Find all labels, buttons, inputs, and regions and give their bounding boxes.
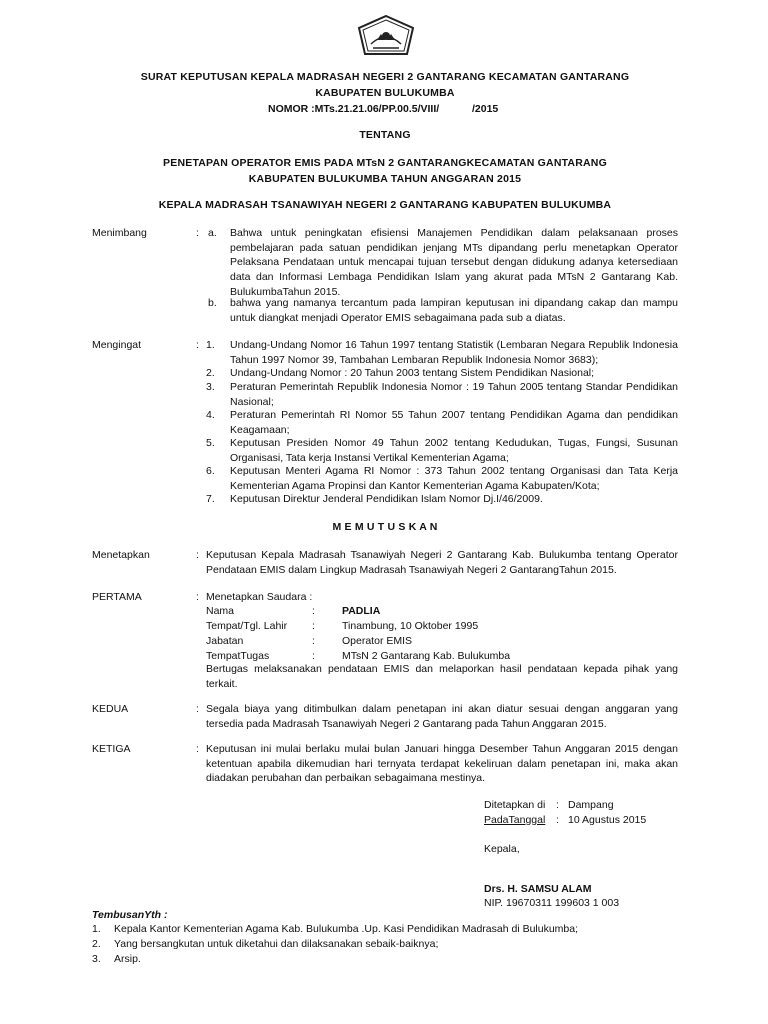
mengingat-colon: : — [196, 339, 199, 351]
ketiga-text: Keputusan ini mulai berlaku mulai bulan Januari hingga Desember Tahun Anggaran 2015 dengan ketentuan apabila dikemudian hari ternyata terdapat kekeliruan dalam penetapan ini, maka akan diadakan perubahan dan perbaikan sebagaimana mestinya. — [206, 743, 678, 785]
field-key: Tempat/Tgl. Lahir — [206, 620, 288, 632]
title-line-2: KABUPATEN BULUKUMBA — [315, 87, 455, 99]
subject-line-1: PENETAPAN OPERATOR EMIS PADA MTsN 2 GANTARANGKECAMATAN GANTARANG — [163, 157, 607, 169]
mengingat-item-text: Peraturan Pemerintah RI Nomor 55 Tahun 2007 tentang Pendidikan Agama dan pendidikan Keagamaan; — [230, 409, 678, 436]
tentang-heading: TENTANG — [359, 129, 411, 141]
menimbang-colon: : — [196, 227, 199, 239]
list-item-text: Arsip. — [114, 953, 141, 965]
menimbang-item-text: Bahwa untuk peningkatan efisiensi Manajemen Pendidikan dalam pelaksanaan proses pembelajaran pada satuan pendidikan jenjang MTs dipandang perlu menetapkan Operator Pelaksana Pendataan untuk mencapai tujuan tersebut dengan didukung adanya ketersediaan data dan Informasi Lembaga Pendidikan Islam yang akurat pada MTsN 2 Gantarang Kab. BulukumbaTahun 2015. — [230, 227, 678, 298]
field-colon: : — [312, 605, 315, 617]
list-item-text: Kepala Kantor Kementerian Agama Kab. Bulukumba .Up. Kasi Pendidikan Madrasah di Bulukumba; — [114, 923, 579, 935]
mengingat-item-text: Keputusan Menteri Agama RI Nomor : 373 Tahun 2002 tentang Organisasi dan Tata Kerja Kementerian Agama Propinsi dan Kantor Kementerian Agama Kabupaten/Kota; — [230, 465, 678, 492]
kepala-heading: KEPALA MADRASAH TSANAWIYAH NEGERI 2 GANTARANG KABUPATEN BULUKUMBA — [158, 199, 612, 211]
field-value: MTsN 2 Gantarang Kab. Bulukumba — [342, 650, 511, 662]
field-value: Operator EMIS — [342, 635, 413, 647]
field-key: TempatTugas — [206, 650, 270, 662]
mengingat-item-num: 4. — [206, 409, 215, 421]
signature-nip: NIP. 19670311 199603 1 003 — [484, 897, 620, 909]
menimbang-item-text: bahwa yang namanya tercantum pada lampiran keputusan ini dipandang cakap dan mampu untuk diangkat menjadi Operator EMIS sebagaimana pada sub a diatas. — [230, 297, 678, 324]
mengingat-item-num: 7. — [206, 493, 215, 505]
mengingat-item-num: 5. — [206, 437, 215, 449]
kemenag-emblem-icon — [357, 14, 415, 62]
pertama-colon: : — [196, 591, 199, 603]
signature-role: Kepala, — [484, 843, 520, 855]
mengingat-item-num: 3. — [206, 381, 215, 393]
ditetapkan-colon: : — [556, 799, 559, 811]
kedua-label: KEDUA — [92, 703, 129, 715]
mengingat-item-text: Keputusan Direktur Jenderal Pendidikan Islam Nomor Dj.I/46/2009. — [230, 493, 543, 505]
field-value: Tinambung, 10 Oktober 1995 — [342, 620, 479, 632]
kedua-colon: : — [196, 703, 199, 715]
menetapkan-text: Keputusan Kepala Madrasah Tsanawiyah Negeri 2 Gantarang Kab. Bulukumba tentang Operator Pendataan EMIS dalam Lingkup Madrasah Tsanawiyah Negeri 2 GantarangTahun 2015. — [206, 549, 678, 576]
menetapkan-label: Menetapkan — [92, 549, 150, 561]
nomor-suffix: /2015 — [472, 103, 499, 115]
list-item-num: 1. — [92, 923, 101, 935]
kedua-text: Segala biaya yang ditimbulkan dalam penetapan ini akan diatur sesuai dengan anggaran yang tersedia pada Madrasah Tsanawiyah Negeri 2 Gantarang pada Tahun Anggaran 2015. — [206, 703, 678, 730]
nomor-prefix: NOMOR :MTs.21.21.06/PP.00.5/VIII/ — [268, 103, 440, 115]
signature-name: Drs. H. SAMSU ALAM — [484, 883, 592, 895]
field-key: Nama — [206, 605, 235, 617]
field-colon: : — [312, 635, 315, 647]
mengingat-item-num: 1. — [206, 339, 215, 351]
list-item-num: 2. — [92, 938, 101, 950]
mengingat-item-num: 6. — [206, 465, 215, 477]
tanggal-value: 10 Agustus 2015 — [568, 814, 647, 826]
mengingat-item-text: Undang-Undang Nomor : 20 Tahun 2003 tentang Sistem Pendidikan Nasional; — [230, 367, 595, 379]
ditetapkan-value: Dampang — [568, 799, 614, 811]
mengingat-item-text: Peraturan Pemerintah Republik Indonesia Nomor : 19 Tahun 2005 tentang Standar Pendidikan Nasional; — [230, 381, 678, 408]
menimbang-label: Menimbang — [92, 227, 147, 239]
field-colon: : — [312, 620, 315, 632]
pertama-closing: Bertugas melaksanakan pendataan EMIS dan melaporkan hasil pendataan kepada pihak yang terkait. — [206, 663, 678, 690]
menimbang-item-num: a. — [208, 227, 217, 239]
mengingat-item-num: 2. — [206, 367, 215, 379]
menetapkan-colon: : — [196, 549, 199, 561]
field-value-name: PADLIA — [342, 605, 381, 617]
mengingat-label: Mengingat — [92, 339, 142, 351]
menimbang-item-num: b. — [208, 297, 217, 309]
mengingat-item-text: Undang-Undang Nomor 16 Tahun 1997 tentang Statistik (Lembaran Negara Republik Indonesia Tahun 1997 Nomor 39, Tambahan Lembaran Republik Indonesia Nomor 3683); — [230, 339, 678, 366]
title-line-1: SURAT KEPUTUSAN KEPALA MADRASAH NEGERI 2 GANTARANG KECAMATAN GANTARANG — [140, 71, 630, 83]
list-item-num: 3. — [92, 953, 101, 965]
pertama-label: PERTAMA — [92, 591, 142, 603]
list-item-text: Yang bersangkutan untuk diketahui dan dilaksanakan sebaik-baiknya; — [114, 938, 439, 950]
field-key: Jabatan — [206, 635, 244, 647]
pertama-intro: Menetapkan Saudara : — [206, 591, 313, 603]
memutuskan-heading: M E M U T U S K A N — [332, 521, 438, 533]
mengingat-item-text: Keputusan Presiden Nomor 49 Tahun 2002 tentang Kedudukan, Tugas, Fungsi, Susunan Organisasi, Tata kerja Instansi Vertikal Kementerian Agama; — [230, 437, 678, 464]
ketiga-colon: : — [196, 743, 199, 755]
tanggal-label: PadaTanggal — [484, 814, 546, 826]
subject-line-2: KABUPATEN BULUKUMBA TAHUN ANGGARAN 2015 — [248, 173, 522, 185]
ketiga-label: KETIGA — [92, 743, 131, 755]
ditetapkan-label: Ditetapkan di — [484, 799, 546, 811]
tembusan-title: TembusanYth : — [92, 909, 168, 921]
field-colon: : — [312, 650, 315, 662]
tanggal-colon: : — [556, 814, 559, 826]
